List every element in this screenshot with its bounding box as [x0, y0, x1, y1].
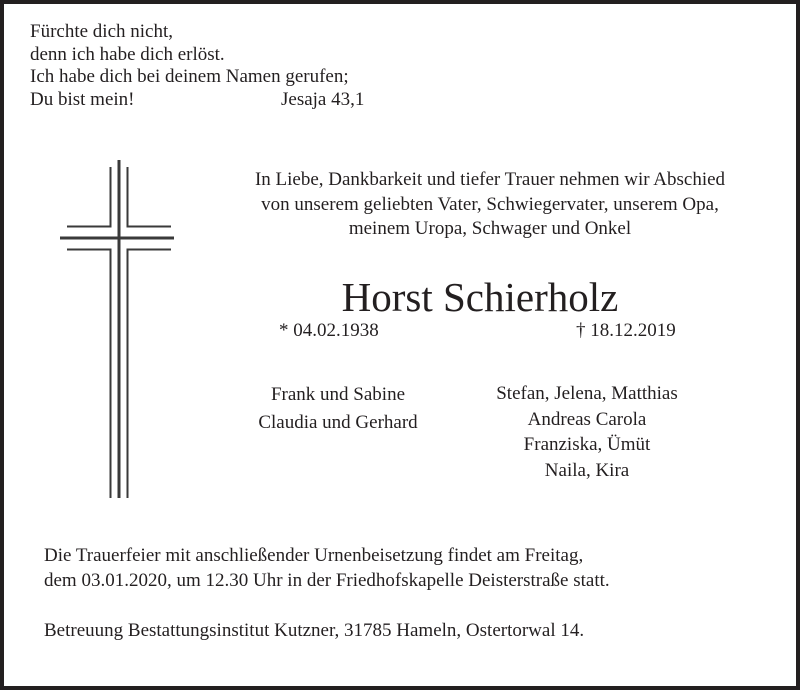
bible-verse	[30, 21, 365, 111]
deceased-name: Horst Schierholz	[341, 274, 619, 320]
death-date: † 18.12.2019	[576, 320, 676, 341]
verse-last-line: Du bist mein!	[30, 88, 135, 110]
ceremony-line: dem 03.01.2020, um 12.30 Uhr in der Friedhofskapelle Deisterstraße statt.	[44, 569, 610, 591]
verse-line: Ich habe dich bei deinem Namen gerufen;	[30, 66, 349, 87]
birth-date: * 04.02.1938	[279, 320, 379, 341]
verse-line: denn ich habe dich erlöst.	[30, 43, 225, 65]
family-line: Andreas Carola	[527, 408, 647, 430]
verse-line: Fürchte dich nicht,	[30, 21, 173, 42]
verse-line	[30, 88, 365, 112]
verse-reference: Jesaja 43,1	[281, 88, 365, 110]
family-grandchildren	[470, 381, 704, 483]
undertaker-info: Betreuung Bestattungsinstitut Kutzner, 31785 Hameln, Ostertorwal 14.	[44, 620, 585, 641]
funeral-ceremony-notice	[44, 544, 610, 593]
ceremony-line: Die Trauerfeier mit anschließender Urnenbeisetzung findet am Freitag,	[44, 545, 584, 566]
farewell-intro	[210, 168, 770, 242]
family-children	[240, 381, 436, 437]
family-line: Frank und Sabine	[270, 384, 406, 405]
latin-cross-outline-icon	[55, 155, 180, 505]
family-line: Naila, Kira	[544, 459, 630, 481]
family-line: Claudia und Gerhard	[258, 412, 418, 433]
intro-line: von unserem geliebten Vater, Schwiegervater, unserem Opa,	[261, 193, 719, 215]
family-line: Franziska, Ümüt	[523, 434, 651, 455]
intro-line: In Liebe, Dankbarkeit und tiefer Trauer nehmen wir Abschied	[254, 169, 726, 190]
intro-line: meinem Uropa, Schwager und Onkel	[348, 218, 632, 239]
family-line: Stefan, Jelena, Matthias	[496, 383, 678, 404]
